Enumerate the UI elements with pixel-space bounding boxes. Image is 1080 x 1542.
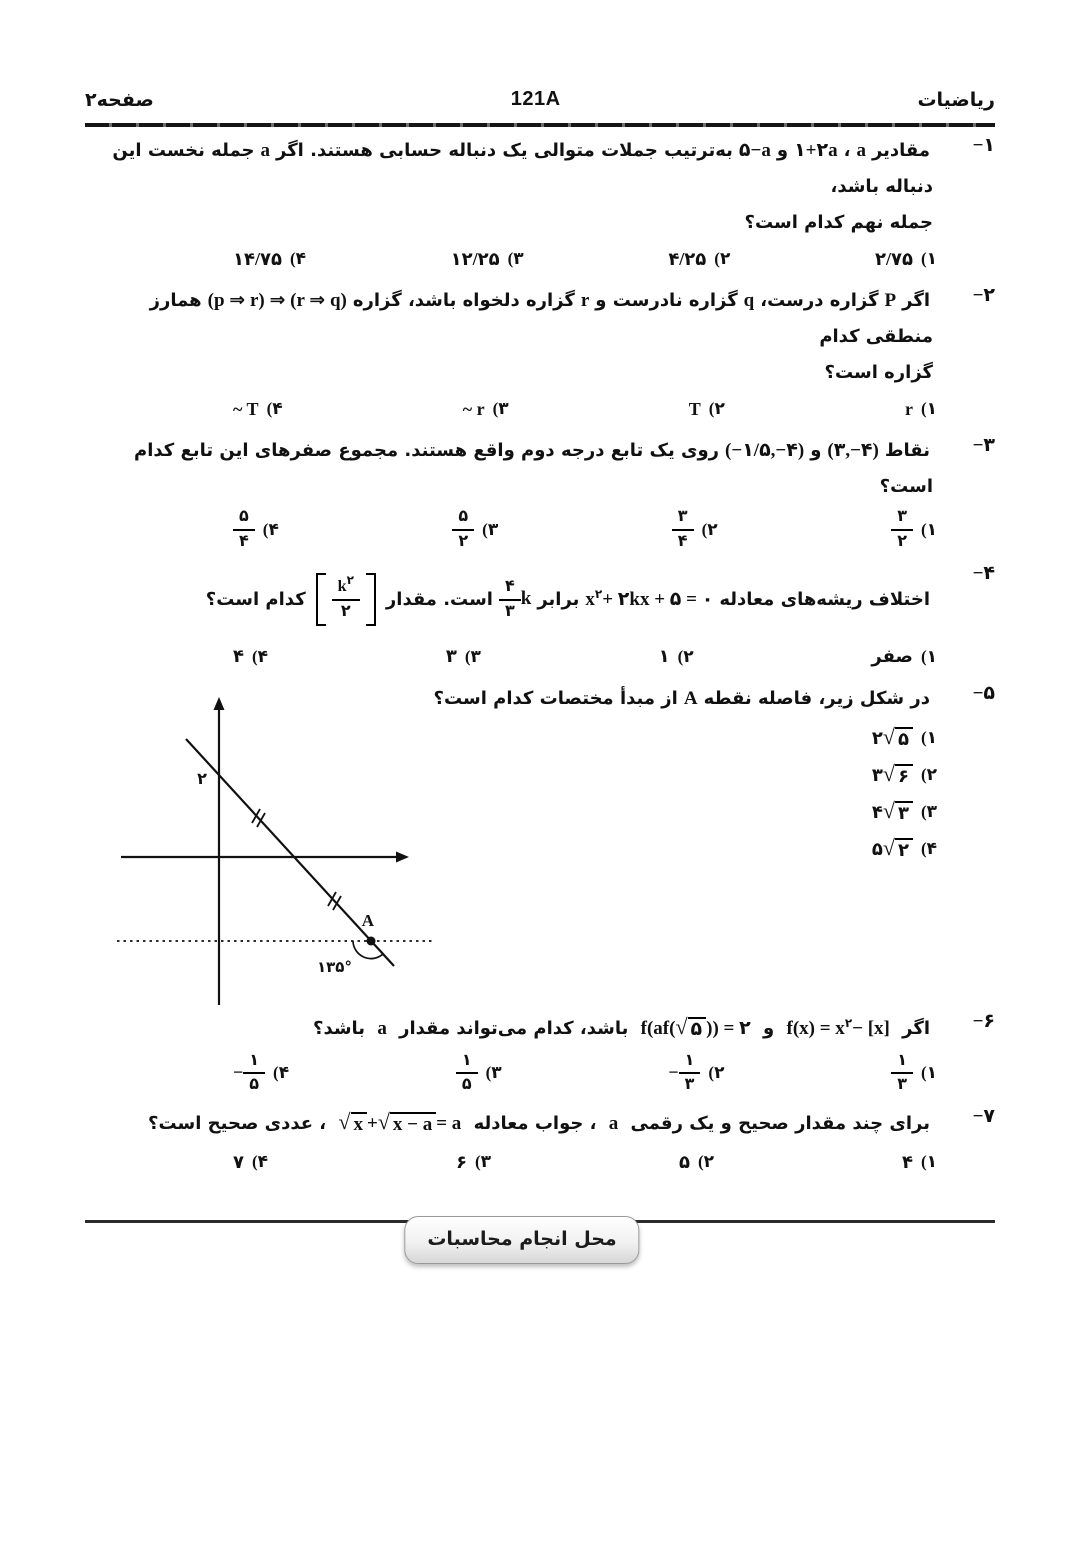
floor-bracket-expression: $\frac{k^۲}{۲}$: [312, 571, 380, 629]
option: [456, 1152, 491, 1173]
math-expression: a: [856, 140, 866, 161]
sqrt-icon: √: [338, 1109, 351, 1135]
option-marker: (۳: [920, 801, 937, 821]
question-number: −۲: [972, 285, 995, 306]
question-2-row: [85, 283, 995, 391]
option-marker: (۱: [920, 646, 937, 666]
option-value: ~ T: [233, 398, 259, 419]
option: [668, 1053, 724, 1095]
question-7-row: [85, 1104, 995, 1144]
option-marker: (۳: [464, 646, 481, 666]
question-stem: در شکل زیر، فاصله نقطهAاز مبدأ مختصات کدام است؟: [85, 681, 933, 717]
option: [902, 1152, 937, 1173]
option-marker: (۴: [252, 646, 269, 666]
question-stem-line2: گزاره است؟: [824, 362, 933, 383]
question-body: [85, 433, 933, 505]
option: [456, 1053, 502, 1095]
option: [233, 1152, 268, 1173]
question-number: −۱: [972, 135, 995, 156]
option: [871, 646, 937, 667]
option-value: ۴: [233, 646, 245, 667]
option-value: ۵: [678, 1151, 690, 1172]
option: [233, 249, 306, 270]
option: [659, 646, 694, 667]
question-number: −۷: [972, 1106, 995, 1128]
option-fraction: $\frac{۱}{۳}$: [891, 1053, 913, 1095]
point-coordinates: (۳,−۴): [827, 440, 879, 461]
option-marker: (۱: [920, 1063, 937, 1083]
y-intercept-label: ۲: [197, 768, 207, 788]
option: [233, 1053, 289, 1095]
radical-equation: √ x + √ x − a = a: [338, 1109, 462, 1136]
question-7: [85, 1104, 995, 1176]
option-marker: (۴: [266, 399, 283, 418]
option: [233, 509, 279, 551]
option-value: ۲/۷۵: [874, 248, 913, 269]
header-exam-code: 121A: [510, 88, 561, 110]
option-radical: ۳ √ ۶: [872, 762, 913, 788]
option: [446, 646, 481, 667]
option-marker: (۱: [920, 727, 937, 747]
calculations-area-badge: محل انجام محاسبات: [404, 1216, 639, 1264]
option: [679, 1152, 714, 1173]
page-footer: [85, 1190, 995, 1310]
option-fraction: $\frac{۵}{۲}$: [452, 509, 474, 551]
sqrt-icon: √: [882, 834, 895, 860]
option-marker: (۱: [920, 249, 937, 268]
quadratic-equation: $x^۲+$ ۲kx + ۵ = ۰: [585, 586, 714, 610]
coordinate-figure: [111, 693, 443, 1025]
option: [872, 836, 937, 862]
option: [672, 509, 718, 551]
point-coordinates: (−۱/۵,−۴): [725, 440, 805, 461]
math-expression: P: [884, 290, 897, 311]
option: [872, 725, 937, 751]
option-value: T: [688, 398, 701, 419]
question-5-figure-area: [85, 717, 995, 1003]
question-4: [85, 561, 995, 671]
option: [872, 762, 937, 788]
function-equation: f(af( √ ۵ )) = ۲: [640, 1013, 751, 1040]
option-value: ۳: [445, 646, 457, 667]
option-value: ۶: [455, 1151, 467, 1172]
option-marker: (۲: [920, 764, 937, 784]
header-page-label: صفحه۲: [85, 89, 154, 111]
question-stem: اگر $f(x) = x^۲- [x]$ و f(af( √ ۵ )) = ۲ باشد، کدام می‌تواند مقدار a باشد؟: [85, 1009, 933, 1049]
option-marker: (۱: [920, 519, 937, 539]
angle-label: ۱۳۵°: [317, 957, 352, 976]
sqrt-icon: √: [675, 1013, 688, 1039]
page-header: [85, 88, 995, 111]
question-stem-line2: جمله نهم کدام است؟: [744, 212, 933, 233]
option-marker: (۲: [677, 646, 694, 666]
question-2: [85, 283, 995, 423]
question-body: [85, 283, 933, 391]
option-marker: (۱: [920, 1152, 937, 1172]
option-marker: (۲: [697, 1152, 715, 1172]
sqrt-icon: √: [882, 723, 895, 749]
question-1-row: [85, 133, 995, 241]
option-marker: (۴: [252, 1152, 269, 1172]
option: [233, 399, 283, 420]
option: [452, 509, 498, 551]
option: [872, 799, 937, 825]
option: [891, 509, 937, 551]
option-value: r: [904, 398, 913, 419]
point-a-label: A: [361, 910, 374, 930]
option-marker: (۲: [714, 249, 731, 268]
question-3: [85, 433, 995, 551]
option-value: ۱: [658, 646, 670, 667]
option-value: ۱۲/۲۵: [450, 248, 500, 269]
math-expression: a: [608, 1113, 619, 1135]
options-row: [85, 1053, 995, 1095]
question-number: −۵: [972, 682, 995, 704]
options-row: [85, 1148, 995, 1176]
y-axis-arrow-icon: [214, 697, 225, 710]
question-stem: اختلاف ریشه‌های معادله $x^۲+$ ۲kx + ۵ = ۰ برابر $\frac{۴}{۳}$ k است. مقدار $\frac{k^۲}{۲}$ کدام است؟: [85, 561, 933, 639]
math-expression: a: [260, 140, 270, 161]
question-body: [85, 133, 933, 241]
x-axis-arrow-icon: [396, 851, 409, 862]
option-fraction: $\frac{۳}{۲}$: [891, 509, 913, 551]
option-fraction: $\frac{۳}{۴}$: [672, 509, 694, 551]
math-expression: r: [580, 290, 590, 311]
option-radical: ۴ √ ۳: [872, 799, 913, 825]
option: [463, 399, 509, 420]
header-rule: [85, 123, 995, 127]
sqrt-icon: √: [882, 797, 895, 823]
option-value: ۴: [901, 1151, 913, 1172]
question-4-row: [85, 561, 995, 639]
close-bracket-shape: [366, 573, 376, 627]
option-fraction: $\frac{۵}{۴}$: [233, 509, 255, 551]
option-radical: ۲ √ ۵: [872, 725, 913, 751]
option-fraction: − $\frac{۱}{۵}$: [233, 1053, 265, 1095]
math-expression: a: [377, 1017, 387, 1039]
question-stem: نقاط(۳,−۴)و(−۱/۵,−۴)روی یک تابع درجه دوم واقع هستند. مجموع صفرهای این تابع کدام است؟: [85, 433, 933, 505]
question-stem: اگرPگزاره درست،qگزاره نادرست وrگزاره دلخواه باشد، گزاره(p ⇒ r) ⇒ (r ⇒ q)همارز منطقی کدام: [85, 283, 933, 355]
math-expression: ۱+۲a: [794, 140, 838, 161]
option-marker: (۴: [273, 1063, 290, 1083]
option-marker: (۳: [485, 1063, 502, 1083]
point-a-dot: [367, 936, 376, 945]
option: [451, 249, 524, 270]
option-marker: (۲: [708, 1063, 725, 1083]
option-value: ۷: [233, 1151, 244, 1172]
question-number: −۴: [972, 562, 995, 584]
header-subject: ریاضیات: [917, 89, 995, 111]
option-radical: ۵ √ ۲: [872, 836, 913, 862]
option-marker: (۳: [482, 519, 499, 539]
question-stem: مقادیرa،۱+۲aو۵−aبه‌ترتیب جملات متوالی یک دنباله حسابی هستند. اگرaجمله نخست این دنباله باشد،: [85, 133, 933, 205]
question-body: [85, 1104, 933, 1144]
option-marker: (۳: [492, 399, 509, 418]
point-label: A: [683, 687, 698, 709]
option-marker: (۴: [920, 838, 937, 858]
option-marker: (۴: [289, 249, 306, 268]
logic-formula: (p ⇒ r) ⇒ (r ⇒ q): [207, 290, 347, 311]
option-marker: (۴: [262, 519, 279, 539]
function-definition: $f(x) = x^۲- [x]$: [786, 1015, 890, 1039]
question-5: [85, 681, 995, 1003]
question-1: [85, 133, 995, 273]
options-row: [85, 395, 995, 423]
option-marker: (۱: [920, 399, 937, 418]
option-fraction: − $\frac{۱}{۳}$: [668, 1053, 700, 1095]
options-row: [85, 643, 995, 671]
question-3-row: [85, 433, 995, 505]
option-value: صفر: [871, 646, 913, 668]
question-number: −۳: [972, 435, 995, 456]
option-fraction: $\frac{۱}{۵}$: [456, 1053, 478, 1095]
option: [891, 1053, 937, 1095]
coefficient-fraction: $\frac{۴}{۳}$ k: [499, 579, 531, 621]
option: [905, 399, 937, 420]
option-marker: (۲: [708, 399, 725, 418]
option: [875, 249, 937, 270]
option-value: ۱۴/۷۵: [233, 248, 282, 269]
option-marker: (۳: [507, 249, 524, 268]
option: [689, 399, 725, 420]
options-row: [85, 245, 995, 273]
open-bracket-shape: [316, 573, 326, 627]
question-stem: برای چند مقدار صحیح و یک رقمی a ، جواب معادله √ x + √ x − a = a ، عددی صحیح است؟: [85, 1104, 933, 1144]
option-value: ~ r: [462, 398, 485, 419]
option: [668, 249, 730, 270]
question-body: [85, 561, 933, 639]
line-135deg: [186, 739, 394, 966]
sqrt-icon: √: [377, 1109, 390, 1135]
math-expression: q: [743, 290, 755, 311]
option-marker: (۳: [474, 1152, 492, 1172]
option-value: ۴/۲۵: [668, 248, 707, 269]
option-marker: (۲: [701, 519, 718, 539]
options-row: [85, 509, 995, 551]
math-expression: ۵−a: [738, 140, 771, 161]
question-number: −۶: [972, 1010, 995, 1032]
sqrt-icon: √: [882, 760, 895, 786]
option: [233, 646, 268, 667]
